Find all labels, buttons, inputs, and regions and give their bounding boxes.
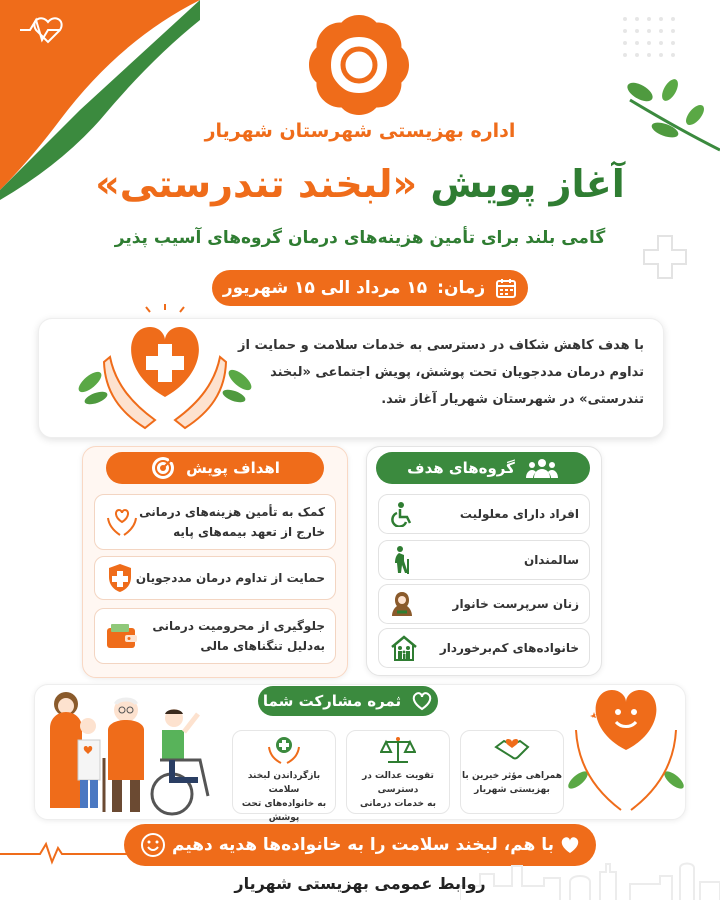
campaign-goals-header <box>106 452 324 484</box>
people-group-icon <box>525 458 559 478</box>
heart-icon <box>560 836 580 854</box>
smile-icon <box>140 832 166 858</box>
hands-heart-illustration <box>70 302 260 432</box>
participation-title: ثمره مشارکت شما <box>262 692 402 710</box>
footer-credit: روابط عمومی بهزیستی شهریار <box>234 874 486 893</box>
participation-header <box>258 686 438 716</box>
dot-pattern <box>620 14 680 58</box>
subtitle: گامی بلند برای تأمین هزینه‌های درمان گروه‌های آسیب پذیر <box>114 228 606 248</box>
leaf-branch-icon <box>610 70 720 160</box>
heart-outline-icon <box>411 691 433 711</box>
campaign-goal-item: حمایت از تداوم درمان مددجویان <box>94 556 336 600</box>
shield-cross-icon <box>105 562 135 594</box>
target-icon <box>150 455 176 481</box>
date-value: ۱۵ مرداد الی ۱۵ شهریور <box>222 278 428 298</box>
title-campaign: «لبخند تندرستی» <box>95 162 418 206</box>
participation-item: تقویت عدالت در دسترسی به خدمات درمانی <box>346 730 450 814</box>
heartbeat-line-icon <box>0 836 130 866</box>
campaign-goal-item: جلوگیری از محرومیت درمانی به‌دلیل تنگناهای مالی <box>94 608 336 664</box>
target-group-item: زنان سرپرست خانوار <box>378 584 590 624</box>
target-group-item: افراد دارای معلولیت <box>378 494 590 534</box>
scales-icon <box>380 735 416 765</box>
date-pill <box>212 270 528 306</box>
slogan-text: با هم، لبخند سلامت را به خانواده‌ها هدیه دهیم <box>172 835 554 855</box>
woman-icon <box>389 590 415 618</box>
target-groups-header <box>376 452 590 484</box>
campaign-goal-item: کمک به تأمین هزینه‌های درمانی خارج از تعهد بیمه‌های پایه <box>94 494 336 550</box>
date-label: زمان: <box>437 278 486 298</box>
participation-item: همراهی مؤثر خیرین با بهزیستی شهریار <box>460 730 564 814</box>
participation-item: بازگرداندن لبخند سلامت به خانواده‌های تحت پوشش <box>232 730 336 814</box>
hands-smile-heart-illustration <box>556 690 696 820</box>
title-main: آغاز پویش <box>430 162 625 206</box>
behzisti-logo <box>304 10 414 120</box>
elderly-icon <box>389 545 415 575</box>
family-illustration <box>36 688 226 818</box>
wallet-icon <box>105 622 139 650</box>
intro-text: با هدف کاهش شکاف در دسترسی به خدمات سلامت و حمایت از تداوم درمان مددجویان تحت پوشش، پویش اجتماعی «لبخند تندرستی» در شهرستان شهریار آغاز شد. <box>237 338 644 407</box>
office-name: اداره بهزیستی شهرستان شهریار <box>204 120 516 142</box>
target-group-item: خانواده‌های کم‌برخوردار <box>378 628 590 668</box>
hands-cross-icon <box>266 735 302 765</box>
target-group-item: سالمندان <box>378 540 590 580</box>
family-home-icon <box>389 634 419 662</box>
wheelchair-icon <box>389 501 415 527</box>
page-title <box>0 158 720 210</box>
calendar-icon <box>495 277 517 299</box>
handshake-icon <box>494 735 530 765</box>
hands-heart-icon <box>105 506 139 538</box>
campaign-goals-title: اهداف پویش <box>186 459 280 477</box>
target-groups-title: گروه‌های هدف <box>407 459 515 477</box>
